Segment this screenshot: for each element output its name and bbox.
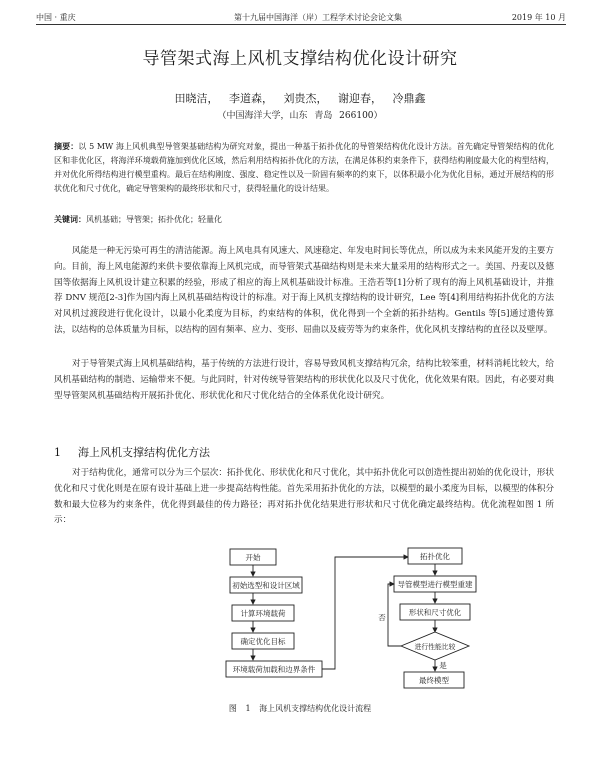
header-date: 2019 年 10 月 — [511, 13, 566, 22]
flow-right-2: 形状和尺寸优化 — [408, 608, 462, 617]
figure-caption: 图 1 海上风机支撑结构优化设计流程 — [228, 704, 372, 713]
flow-no-label: 否 — [378, 613, 386, 622]
section-paragraph-1: 对于结构优化，通常可以分为三个层次：拓扑优化、形状优化和尺寸优化，其中拓扑优化可以创造性提出初始的优化设计，形状优化和尺寸优化则是在原有设计基础上进一步提高结构性能。首先采用拓扑优化的方法，以模型的最小柔度为目标，以模型的体积分数和最大位移为约束条件，优化得到最佳的传力路径；再对拓扑优化结果进行形状和尺寸优化确定最终结构。优化流程如图 1 所示： — [54, 468, 554, 526]
header-location: 中国 · 重庆 — [36, 13, 76, 22]
flow-right-4: 最终模型 — [419, 676, 449, 685]
flow-left-0: 开始 — [245, 553, 261, 562]
flow-yes-label: 是 — [439, 661, 447, 670]
flow-left-2: 计算环境载荷 — [240, 609, 286, 618]
keywords-label: 关键词： — [54, 214, 86, 224]
flow-right-0: 拓扑优化 — [420, 552, 450, 561]
intro-paragraph-1: 风能是一种无污染可再生的清洁能源。海上风电具有风速大、风速稳定、年发电时间长等优点，所以成为未来风能开发的主要方向。目前，海上风电能源约来供卡要依靠海上风机完成，而导管架式基础结构则是未来大量采用的结构形式之一。美国、丹麦以及德国等依据海上风机设计建立积累的经验，形成了相应的海上风机基础设计标准。王浩若等[1]分析了现有的海上风机基础设计，并推荐 DNV 规范[2-3]作为国内海上风机基础结构设计的标准。对于海上风机支撑结构的设计研究，Lee 等[4]利用结构拓扑优化的方法对风机过渡段进行优化设计，以最小化柔度为目标，约束结构的体积，优化得到一个全新的拓扑结构。Gentils 等[5]通过遗传算法，以结构的总体质量为目标，以结构的固有频率、应力、变形、屈曲以及疲劳等为约束条件，优化风机支撑结构的直径以及壁厚。 — [54, 246, 554, 335]
abstract-text: 以 5 MW 海上风机典型导管架基础结构为研究对象，提出一种基于拓扑优化的导管架结构优化设计方法。首先确定导管架结构的优化区和非优化区，将海洋环境载荷施加到优化区域，然后利用结构拓扑优化的方法，在满足体积约束条件下，获得结构刚度最大化的构型结构，并对优化所得结构进行模型重构。最后在结构刚度、强度、稳定性以及一阶固有频率的约束下，以体积最小化为优化目标，通过开展结构的形状优化和尺寸优化，确定导管架构的最终形状和尺寸，获得轻量化的设计结果。 — [54, 142, 554, 193]
flow-right-1: 导管模型进行模型重建 — [397, 580, 473, 589]
flow-left-1: 初始选型和设计区域 — [232, 581, 300, 590]
section-title: 海上风机支撑结构优化方法 — [78, 446, 210, 459]
section-number: 1 — [54, 446, 61, 459]
header-conference: 第十九届中国海洋（岸）工程学术讨论会论文集 — [234, 13, 402, 22]
flow-left-4: 环境载荷加载和边界条件 — [232, 665, 316, 674]
keywords-text: 风机基础；导管架；拓扑优化；轻量化 — [86, 215, 222, 224]
affiliation: （中国海洋大学，山东 青岛 266100） — [217, 111, 383, 121]
flow-right-3: 进行性能比较 — [414, 643, 456, 651]
flow-left-3: 确定优化目标 — [240, 637, 286, 646]
abstract-label: 摘要： — [54, 141, 79, 151]
authors: 田晓洁， 李道森， 刘贵杰， 谢迎春， 冷鼎鑫 — [174, 92, 426, 105]
intro-paragraph-2: 对于导管架式海上风机基础结构，基于传统的方法进行设计，容易导致风机支撑结构冗余，结构比较笨重，材料消耗比较大，给风机基础结构的制造、运输带来不便。与此同时，针对传统导管架结构的形状优化以及尺寸优化，优化效果有限。因此，有必要对典型导管架风机基础结构开展拓扑优化、形状优化和尺寸优化结合的全体系优化设计研究。 — [54, 359, 554, 401]
paper-title: 导管架式海上风机支撑结构优化设计研究 — [142, 49, 458, 69]
